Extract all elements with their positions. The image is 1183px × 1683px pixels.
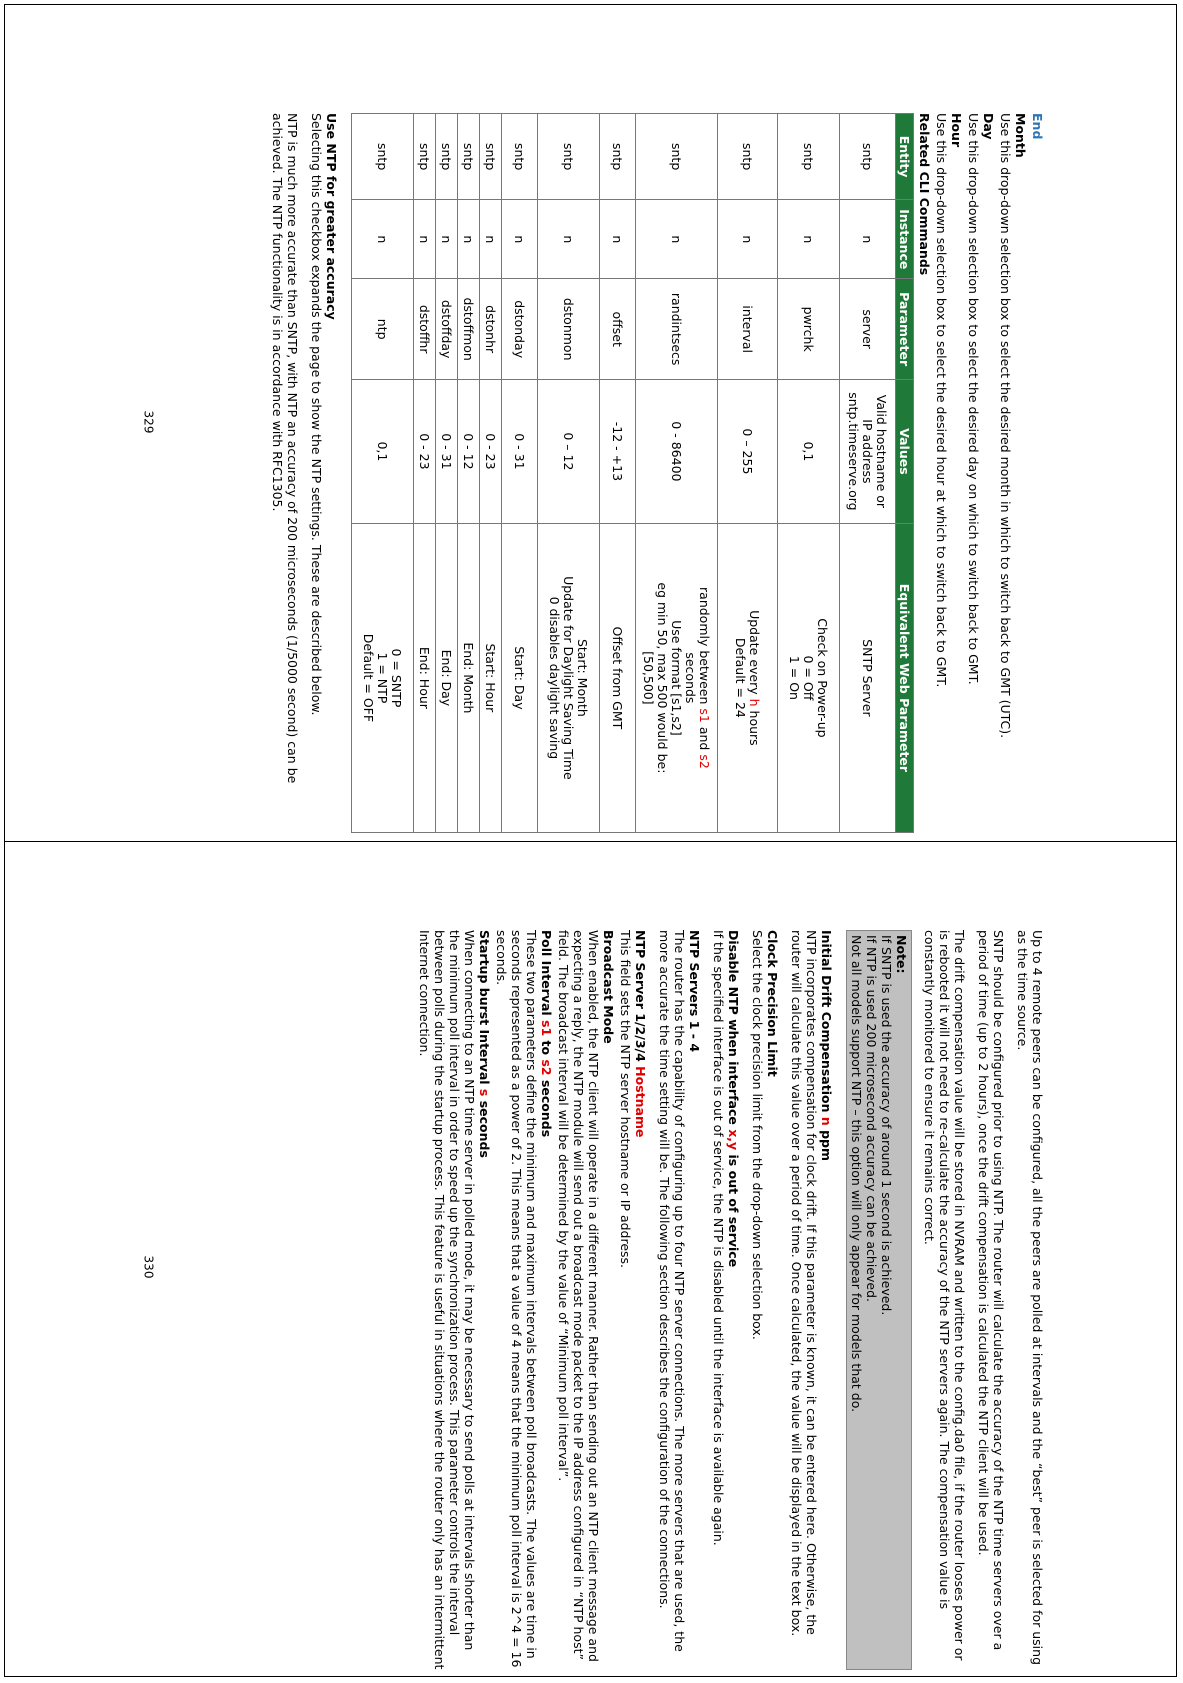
cell-parameter: interval (718, 279, 778, 380)
cell-entity: sntp (778, 114, 840, 200)
drift-text: NTP incorporates compensation for clock drift. If this parameter is known, it can be entered here. Otherwise, the router will calculate this value over a period of time. Once calculated, the value will be displayed in the text box. (789, 930, 819, 1637)
cell-entity: sntp (480, 114, 502, 200)
cell-instance: n (778, 200, 840, 279)
cell-values: 0 - 31 (436, 380, 458, 524)
web-text: Update every (747, 610, 763, 699)
cell-parameter: pwrchk (778, 279, 840, 380)
page-329-content (261, 113, 1045, 833)
disable-heading (726, 930, 741, 1670)
cell-instance: n (718, 200, 778, 279)
cell-instance: n (538, 200, 600, 279)
note-title: Note: (894, 935, 909, 974)
server-host-text: This field sets the NTP server hostname or IP address. (618, 930, 633, 1269)
table-row (502, 114, 538, 833)
web-line: 0 = SNTP (389, 648, 405, 708)
cell-web (538, 523, 600, 832)
col-parameter: Parameter (896, 279, 914, 380)
web-var-s1: s1 (697, 708, 713, 723)
web-line: 1 = NTP (375, 652, 391, 704)
heading-var: s1 (539, 1020, 554, 1037)
servers-text: The router has the capability of configuring up to four NTP server connections. The more servers that are used, the more accurate the time setting will be. The following section describes the configuration of the connections. (657, 930, 687, 1652)
web-line: Update for Daylight Saving Time (561, 576, 577, 780)
cell-values: -12 - +13 (600, 380, 636, 524)
web-text: and (697, 722, 713, 755)
peers-text: Up to 4 remote peers can be configured, all the peers are polled at intervals and the “best” peer is selected for using as the time source. (1015, 930, 1045, 1666)
cell-instance: n (414, 200, 436, 279)
col-web-parameter: Equivalent Web Parameter (896, 523, 914, 832)
web-var-s2: s2 (697, 754, 713, 769)
web-line: seconds (683, 652, 699, 704)
cell-instance: n (352, 200, 414, 279)
web-line: Use format [s1,s2] (669, 620, 685, 736)
cell-values: 0,1 (352, 380, 414, 524)
web-line: 1 = On (787, 655, 803, 700)
web-var-h: h (747, 698, 763, 707)
heading-text: Startup burst Interval (477, 930, 492, 1089)
cell-instance: n (458, 200, 480, 279)
cell-parameter: dstonmon (538, 279, 600, 380)
cell-web: End: Month (458, 523, 480, 832)
cell-web: SNTP Server (840, 523, 896, 832)
cell-values: 0 - 23 (414, 380, 436, 524)
web-line: Start: Month (575, 638, 591, 717)
cell-values: 0 – 12 (538, 380, 600, 524)
cell-values: 0 - 23 (480, 380, 502, 524)
cell-values: 0 - 31 (502, 380, 538, 524)
cell-values: 0 - 12 (458, 380, 480, 524)
heading-text: Poll Interval (539, 930, 554, 1021)
heading-text: Disable NTP when interface (726, 930, 741, 1130)
month-heading: Month (1013, 113, 1028, 158)
heading-var: s (477, 1088, 492, 1097)
col-values: Values (896, 380, 914, 524)
value-line: Valid hostname or (874, 394, 890, 509)
value-line: sntp.timeserve.org (846, 392, 862, 511)
cell-web: Start: Day (502, 523, 538, 832)
heading-var: x,y (726, 1129, 741, 1151)
burst-text: When connecting to an NTP time server in polled mode, it may be necessary to send polls at intervals shorter than the minimum poll interval in order to speed up the synchronization process. This parameter controls the interval between polls during the startup process. This feature is useful in situations where the router only has an intermittent Internet connection. (417, 930, 477, 1670)
page-330-content (415, 930, 1045, 1670)
cell-parameter: server (840, 279, 896, 380)
web-line: 0 = Off (801, 655, 817, 701)
broadcast-heading: Broadcast Mode (601, 930, 616, 1044)
cell-parameter: dstoffmon (458, 279, 480, 380)
hour-heading: Hour (949, 113, 964, 148)
cell-parameter: dstoffhr (414, 279, 436, 380)
page-330 (4, 841, 1177, 1677)
cell-entity: sntp (718, 114, 778, 200)
heading-var: s2 (539, 1059, 554, 1076)
hour-text: Use this drop-down selection box to select the desired hour at which to switch back to GMT. (934, 113, 949, 688)
drift-storage-text: The drift compensation value will be stored in NVRAM and written to the config.da0 file, if the router looses power or is rebooted it will not need to re-calculate the accuracy of the NTP servers again. The compensation value is constantly monitored to ensure it remains correct. (922, 930, 967, 1661)
table-row (636, 114, 718, 833)
end-heading: End (1030, 113, 1045, 140)
servers-heading: NTP Servers 1 - 4 (687, 930, 702, 1053)
heading-text: seconds (477, 1096, 492, 1158)
table-row (778, 114, 840, 833)
web-line (748, 527, 762, 829)
cell-entity: sntp (840, 114, 896, 200)
web-text: randomly between (697, 587, 713, 709)
cell-parameter: randintsecs (636, 279, 718, 380)
cell-values: 0,1 (778, 380, 840, 524)
cell-web: End: Day (436, 523, 458, 832)
ntp-accuracy-text: NTP is much more accurate than SNTP, with NTP an accuracy of 200 microseconds (1/5000 second) can be achieved. The NTP functionality is in accordance with RFC1305. (270, 113, 300, 784)
web-line: 0 disables daylight saving (547, 596, 563, 760)
note-line: Not all models support NTP – this option will only appear for models that do. (849, 935, 864, 1413)
cell-parameter: dstonhr (480, 279, 502, 380)
web-line (698, 527, 712, 829)
cell-parameter: dstonday (502, 279, 538, 380)
cell-entity: sntp (352, 114, 414, 200)
broadcast-text: When enabled, the NTP client will operate in a different manner. Rather than sending out an NTP client message and expecting a reply, the NTP module will send out a broadcast mode packet to the IP address configured in “NTP host” field. The broadcast interval will be determined by the value of “Minimum poll interval”. (556, 930, 601, 1662)
clock-heading: Clock Precision Limit (765, 930, 780, 1077)
cell-values (840, 380, 896, 524)
col-entity: Entity (896, 114, 914, 200)
cell-instance: n (480, 200, 502, 279)
heading-text: seconds (539, 1075, 554, 1138)
web-line: Default = 24 (733, 637, 749, 718)
poll-text: These two parameters define the minimum and maximum intervals between poll broadcasts. The values are time in seconds represented as a power of 2. This means that a value of 4 means that the minimum poll interval is 2^4 = 16 seconds. (494, 930, 539, 1668)
sntp-config-text: SNTP should be configured prior to using NTP. The router will calculate the accuracy of the NTP time servers over a period of time (up to 2 hours), once the drift compensation is calculated the NTP client will be used. (976, 930, 1006, 1651)
page-number: 329 (141, 410, 156, 434)
note-line: If SNTP is used the accuracy of around 1 second is achieved. (879, 935, 894, 1316)
table-header-row (896, 114, 914, 833)
table-row (840, 114, 896, 833)
table-row (480, 114, 502, 833)
web-line: eg min 50, max 500 would be: (655, 582, 671, 774)
table-row (436, 114, 458, 833)
document-spread (4, 4, 1177, 1677)
cell-instance: n (436, 200, 458, 279)
heading-text: ppm (819, 1125, 834, 1162)
note-line: If NTP is used 200 microsecond accuracy can be achieved. (864, 935, 879, 1302)
month-text: Use this drop-down selection box to select the desired month in which to switch back to GMT (UTC). (998, 113, 1013, 739)
poll-heading (539, 930, 554, 1670)
cell-web (718, 523, 778, 832)
use-ntp-text: Selecting this checkbox expands the page to show the NTP settings. These are described below. (309, 113, 324, 716)
cell-entity: sntp (502, 114, 538, 200)
table-row (352, 114, 414, 833)
cell-entity: sntp (600, 114, 636, 200)
cell-web: Offset from GMT (600, 523, 636, 832)
cell-web: Start: Hour (480, 523, 502, 832)
cell-entity: sntp (636, 114, 718, 200)
cell-entity: sntp (538, 114, 600, 200)
cell-instance: n (502, 200, 538, 279)
heading-text: Initial Drift Compensation (819, 930, 834, 1117)
heading-text: NTP Server 1/2/3/4 (633, 930, 648, 1067)
cell-values: 0 – 255 (718, 380, 778, 524)
note-box (846, 930, 912, 1670)
burst-heading (477, 930, 492, 1670)
use-ntp-heading: Use NTP for greater accuracy (324, 113, 339, 320)
day-heading: Day (981, 113, 996, 140)
cell-web (352, 523, 414, 832)
heading-text: to (539, 1036, 554, 1060)
web-line: Default = OFF (361, 633, 377, 723)
cell-instance: n (840, 200, 896, 279)
table-row (458, 114, 480, 833)
cell-values: 0 - 86400 (636, 380, 718, 524)
cell-parameter: ntp (352, 279, 414, 380)
cell-entity: sntp (436, 114, 458, 200)
table-row (538, 114, 600, 833)
cell-entity: sntp (458, 114, 480, 200)
cli-commands-table (351, 113, 914, 833)
heading-text: is out of service (726, 1150, 741, 1268)
table-row (718, 114, 778, 833)
page-329 (4, 4, 1177, 842)
cell-parameter: dstoffday (436, 279, 458, 380)
value-line: IP address (860, 419, 876, 484)
day-text: Use this drop-down selection box to select the desired day on which to switch back to GMT. (966, 113, 981, 685)
web-line: [50,500] (641, 651, 657, 705)
clock-text: Select the clock precision limit from the drop-down selection box. (750, 930, 765, 1340)
cell-entity: sntp (414, 114, 436, 200)
cell-instance: n (600, 200, 636, 279)
cell-web: End: Hour (414, 523, 436, 832)
page-number: 330 (141, 1255, 156, 1279)
table-row (600, 114, 636, 833)
col-instance: Instance (896, 200, 914, 279)
cell-web (778, 523, 840, 832)
table-row (414, 114, 436, 833)
web-line: Check on Power-up (815, 618, 831, 738)
cell-parameter: offset (600, 279, 636, 380)
cell-instance: n (636, 200, 718, 279)
web-text: hours (747, 706, 763, 746)
disable-text: If the specified interface is out of service, the NTP is disabled until the interface is available again. (711, 930, 726, 1546)
cli-heading: Related CLI Commands (917, 113, 932, 276)
heading-var: Hostname (633, 1066, 648, 1138)
drift-heading (819, 930, 834, 1670)
cell-web (636, 523, 718, 832)
server-host-heading (633, 930, 648, 1670)
heading-var: n (819, 1116, 834, 1126)
